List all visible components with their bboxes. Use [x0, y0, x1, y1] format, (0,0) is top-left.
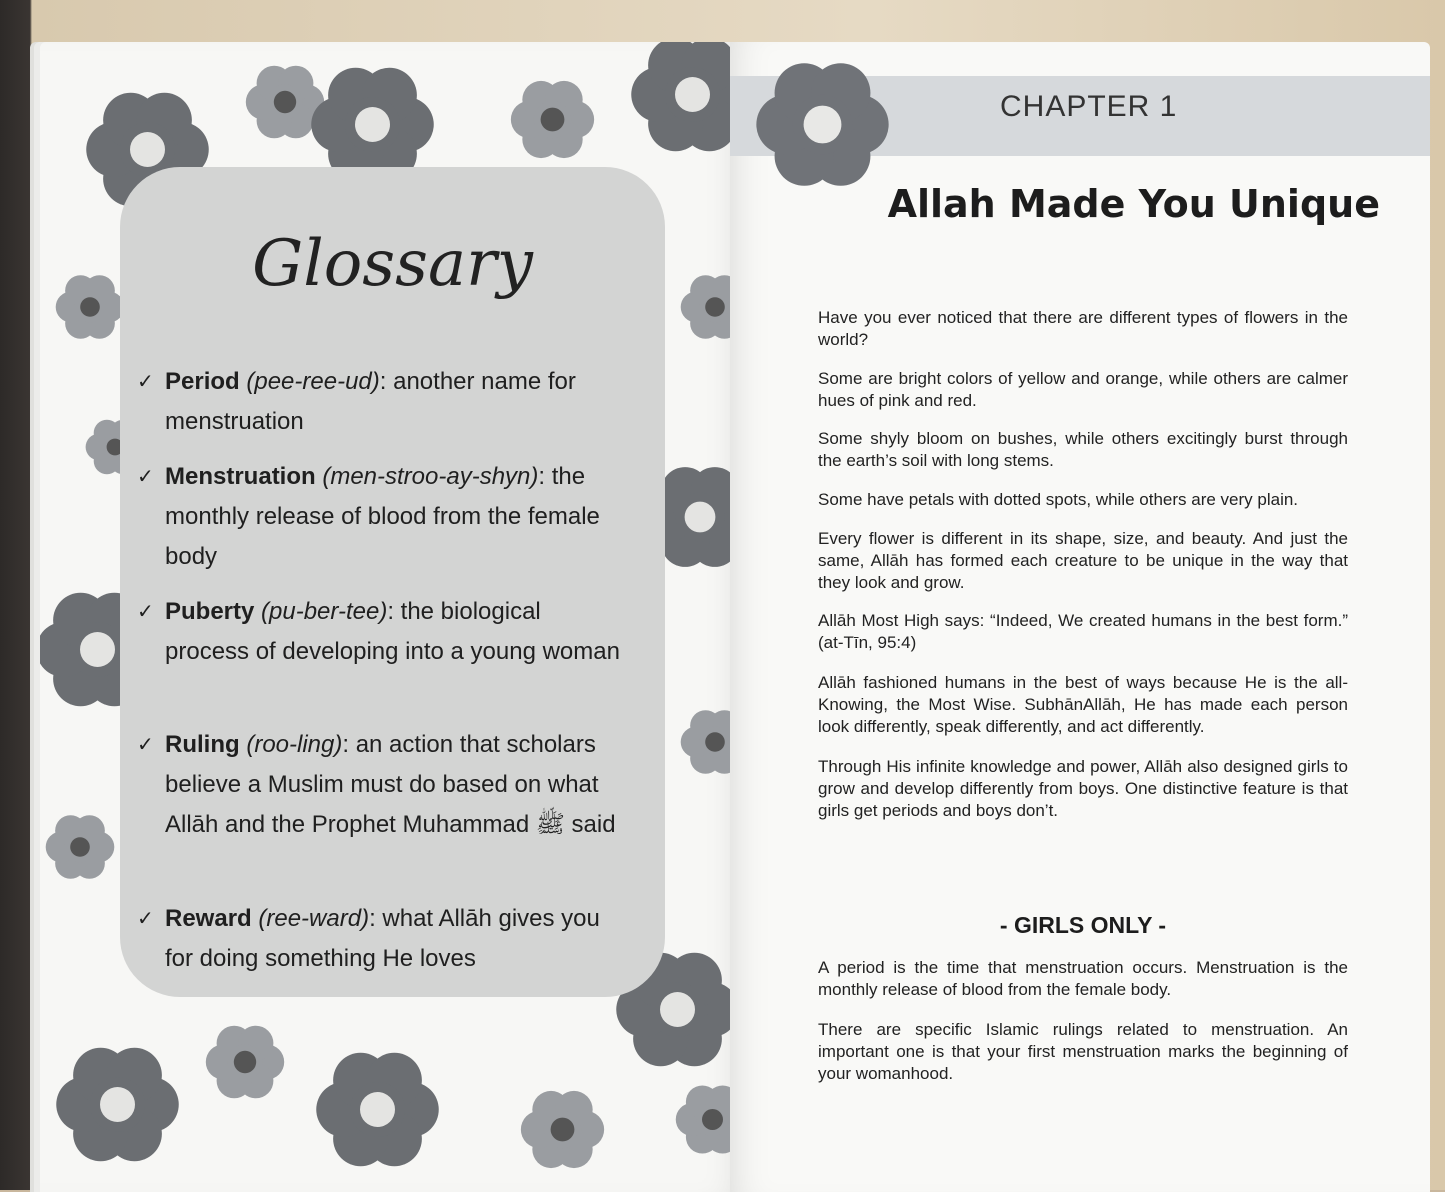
flower-icon [755, 57, 890, 196]
girls-only-heading: - GIRLS ONLY - [999, 912, 1167, 938]
glossary-entry-period [137, 362, 625, 442]
paragraph: A period is the time that menstruation occurs. Menstruation is the monthly release of blood from the female body. [818, 958, 1348, 999]
glossary-definition: : an action that scholars believe a Muslim must do based on what Allāh and the Prophet Muhammad ﷺ said [165, 731, 616, 838]
paragraph: Every flower is different in its shape, size, and beauty. And just the same, Allāh has formed each creature to be unique in the way that they look and grow. [818, 529, 1348, 592]
glossary-term: Reward [165, 905, 252, 932]
check-icon: ✓ [137, 734, 154, 756]
right-page [730, 42, 1430, 1192]
glossary-definition: : another name for menstruation [165, 368, 576, 435]
glossary-pronunciation: (roo-ling) [246, 731, 343, 758]
flower-icon [205, 1022, 285, 1106]
glossary-entry-puberty [137, 592, 625, 672]
glossary-title: Glossary [252, 227, 533, 301]
flower-icon [45, 812, 115, 886]
glossary-term: Menstruation [165, 463, 316, 490]
glossary-entry-reward [137, 899, 625, 979]
open-book [30, 30, 1440, 1190]
check-icon: ✓ [137, 908, 154, 930]
glossary-term: Period [165, 368, 240, 395]
flower-icon [520, 1087, 605, 1176]
glossary-term: Ruling [165, 731, 240, 758]
chapter-title: Allah Made You Unique [887, 182, 1380, 226]
glossary-pronunciation: (pee-ree-ud) [246, 368, 380, 395]
left-page [40, 42, 746, 1192]
glossary-term: Puberty [165, 598, 255, 625]
paragraph: Some shyly bloom on bushes, while others excitingly burst through the earth’s soil with long stems. [818, 429, 1348, 470]
flower-icon [315, 1047, 440, 1176]
glossary-definition: : the monthly release of blood from the female body [165, 463, 600, 570]
glossary-pronunciation: (ree-ward) [258, 905, 370, 932]
paragraph: There are specific Islamic rulings related to menstruation. An important one is that your first menstruation marks the beginning of your womanhood. [818, 1020, 1348, 1083]
paragraph: Have you ever noticed that there are different types of flowers in the world? [818, 308, 1348, 349]
glossary-entry-menstruation [137, 457, 625, 577]
flower-icon [55, 272, 125, 346]
glossary-pronunciation: (men-stroo-ay-shyn) [322, 463, 539, 490]
check-icon: ✓ [137, 601, 154, 623]
glossary-definition: : what Allāh gives you for doing something He loves [165, 905, 600, 972]
paragraph: Through His infinite knowledge and power, Allāh also designed girls to grow and develop differently from boys. One distinctive feature is that girls get periods and boys don’t. [818, 757, 1348, 820]
flower-icon [55, 1042, 180, 1171]
glossary-panel [120, 167, 665, 997]
paragraph: Allāh fashioned humans in the best of ways because He is the all-Knowing, the Most Wise. SubhānAllāh, He has made each person look differently, speak differently, and act differently. [818, 673, 1348, 736]
flower-icon [510, 77, 595, 166]
check-icon: ✓ [137, 371, 154, 393]
paragraph: Some have petals with dotted spots, while others are very plain. [818, 490, 1299, 509]
chapter-label: CHAPTER 1 [1000, 90, 1178, 123]
check-icon: ✓ [137, 466, 154, 488]
glossary-pronunciation: (pu-ber-tee) [261, 598, 388, 625]
glossary-entry-ruling [137, 725, 625, 845]
paragraph: Allāh Most High says: “Indeed, We created humans in the best form.” (at-Tīn, 95:4) [818, 611, 1348, 652]
flower-icon [630, 42, 746, 161]
paragraph: Some are bright colors of yellow and orange, while others are calmer hues of pink and red. [818, 369, 1348, 410]
glossary-definition: : the biological process of developing into a young woman [165, 598, 620, 665]
